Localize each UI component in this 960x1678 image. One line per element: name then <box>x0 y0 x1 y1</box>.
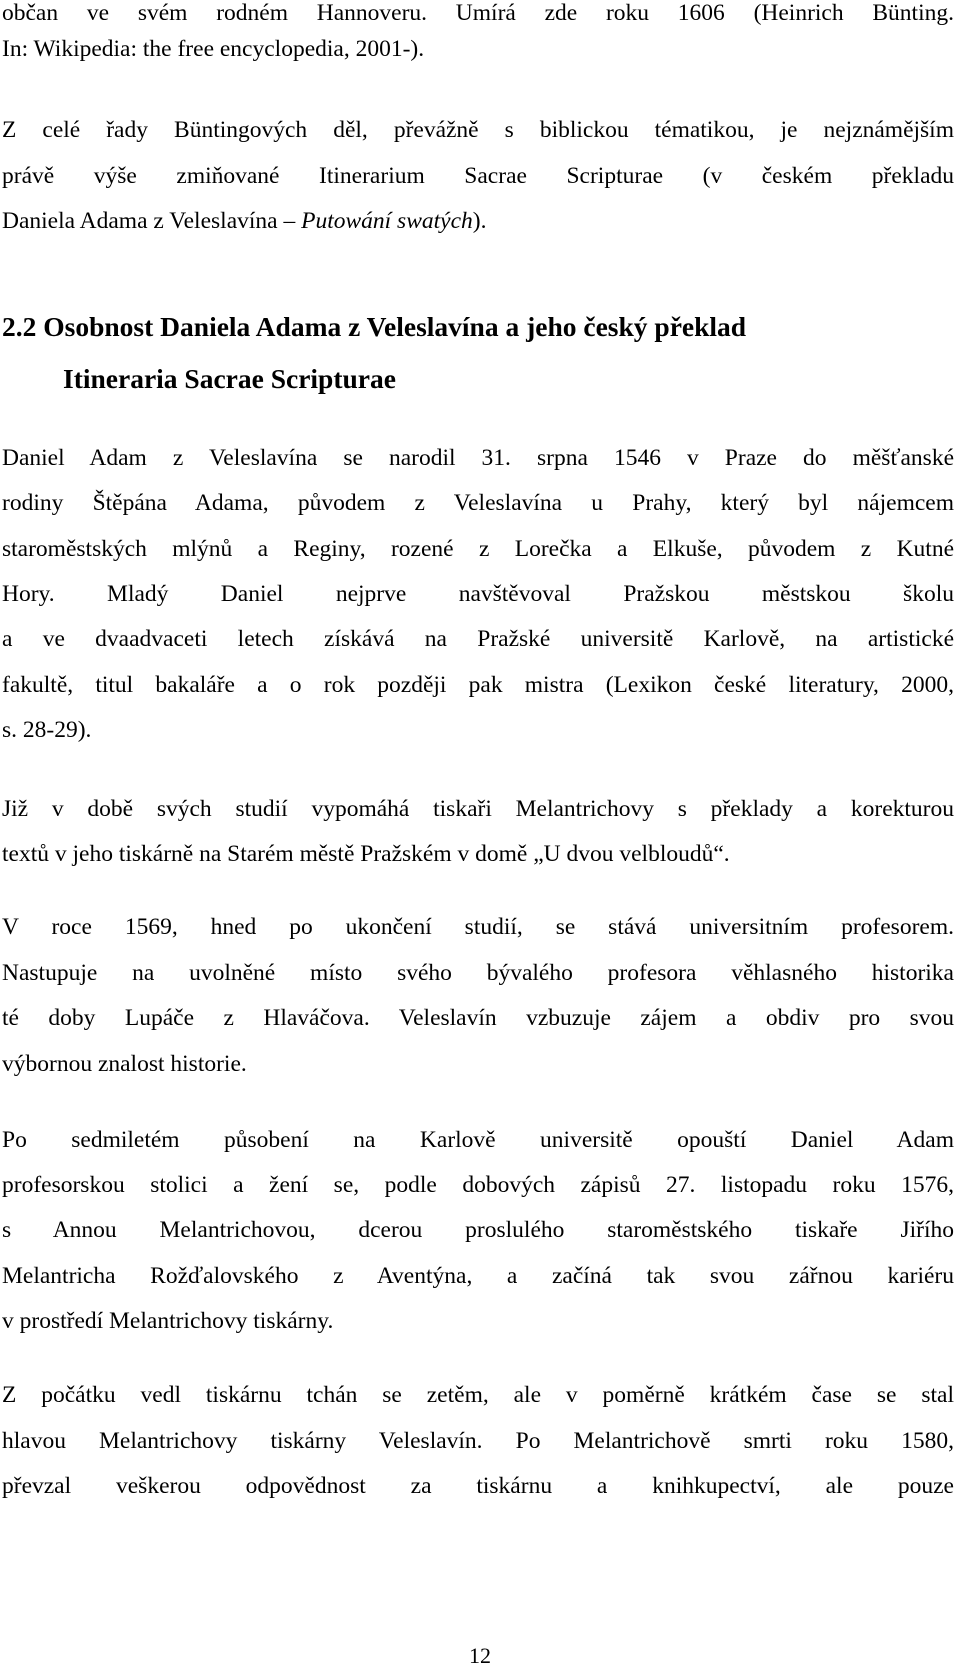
paragraph-6-line-1: Z počátku vedl tiskárnu tchán se zetěm, ale v poměrně krátkém čase se stal <box>2 1382 954 1408</box>
page-number: 12 <box>469 1643 491 1668</box>
paragraph-1-line-3-end: ). <box>472 208 487 234</box>
paragraph-2-line-1: Daniel Adam z Veleslavína se narodil 31. srpna 1546 v Praze do měšťanské <box>2 445 954 471</box>
paragraph-2-line-4: Hory. Mladý Daniel nejprve navštěvoval Pražskou městskou školu <box>2 581 954 607</box>
paragraph-2-line-6: fakultě, titul bakaláře a o rok později pak mistra (Lexikon české literatury, 2000, <box>2 672 954 698</box>
paragraph-5-line-2: profesorskou stolici a žení se, podle dobových zápisů 27. listopadu roku 1576, <box>2 1172 954 1198</box>
paragraph-2-line-2: rodiny Štěpána Adama, původem z Veleslavína u Prahy, který byl nájemcem <box>2 490 954 516</box>
paragraph-1-line-1: Z celé řady Büntingových děl, převážně s biblickou tématikou, je nejznámějším <box>2 117 954 143</box>
paragraph-2-line-5: a ve dvaadvaceti letech získává na Pražské universitě Karlově, na artistické <box>2 626 954 652</box>
paragraph-5-line-3: s Annou Melantrichovou, dcerou proslulého staroměstského tiskaře Jiřího <box>2 1217 954 1243</box>
paragraph-5-line-5: v prostředí Melantrichovy tiskárny. <box>2 1308 334 1334</box>
paragraph-6-line-2: hlavou Melantrichovy tiskárny Veleslavín. Po Melantrichově smrti roku 1580, <box>2 1428 954 1454</box>
paragraph-5-line-4: Melantricha Rožďalovského z Aventýna, a začíná tak svou zářnou kariéru <box>2 1263 954 1289</box>
paragraph-5-line-1: Po sedmiletém působení na Karlově universitě opouští Daniel Adam <box>2 1127 954 1153</box>
paragraph-1-line-3 <box>2 206 954 236</box>
paragraph-1-line-3-text: Daniela Adama z Veleslavína – <box>2 208 302 234</box>
paragraph-2-line-7: s. 28-29). <box>2 717 92 743</box>
paragraph-3-line-2: textů v jeho tiskárně na Starém městě Pražském v domě „U dvou velbloudů“. <box>2 841 730 867</box>
paragraph-4-line-2: Nastupuje na uvolněné místo svého bývalého profesora věhlasného historika <box>2 960 954 986</box>
paragraph-1-line-2: právě výše zmiňované Itinerarium Sacrae Scripturae (v českém překladu <box>2 163 954 189</box>
paragraph-4-line-1: V roce 1569, hned po ukončení studií, se stává universitním profesorem. <box>2 914 954 940</box>
section-heading-line-1: 2.2 Osobnost Daniela Adama z Veleslavína a jeho český překlad <box>2 311 747 342</box>
paragraph-0-line-1: občan ve svém rodném Hannoveru. Umírá zde roku 1606 (Heinrich Bünting. <box>2 0 954 26</box>
section-heading-line-2: Itineraria Sacrae Scripturae <box>63 363 396 394</box>
paragraph-4-line-3: té doby Lupáče z Hlaváčova. Veleslavín vzbuzuje zájem a obdiv pro svou <box>2 1005 954 1031</box>
paragraph-3-line-1: Již v době svých studií vypomáhá tiskaři Melantrichovy s překlady a korekturou <box>2 796 954 822</box>
paragraph-6-line-3: převzal veškerou odpovědnost za tiskárnu a knihkupectví, ale pouze <box>2 1473 954 1499</box>
book-title-italic: Putowání swatých <box>301 208 473 234</box>
paragraph-0-line-2: In: Wikipedia: the free encyclopedia, 2001-). <box>2 36 425 62</box>
paragraph-2-line-3: staroměstských mlýnů a Reginy, rozené z Lorečka a Elkuše, původem z Kutné <box>2 536 954 562</box>
paragraph-4-line-4: výbornou znalost historie. <box>2 1051 247 1077</box>
